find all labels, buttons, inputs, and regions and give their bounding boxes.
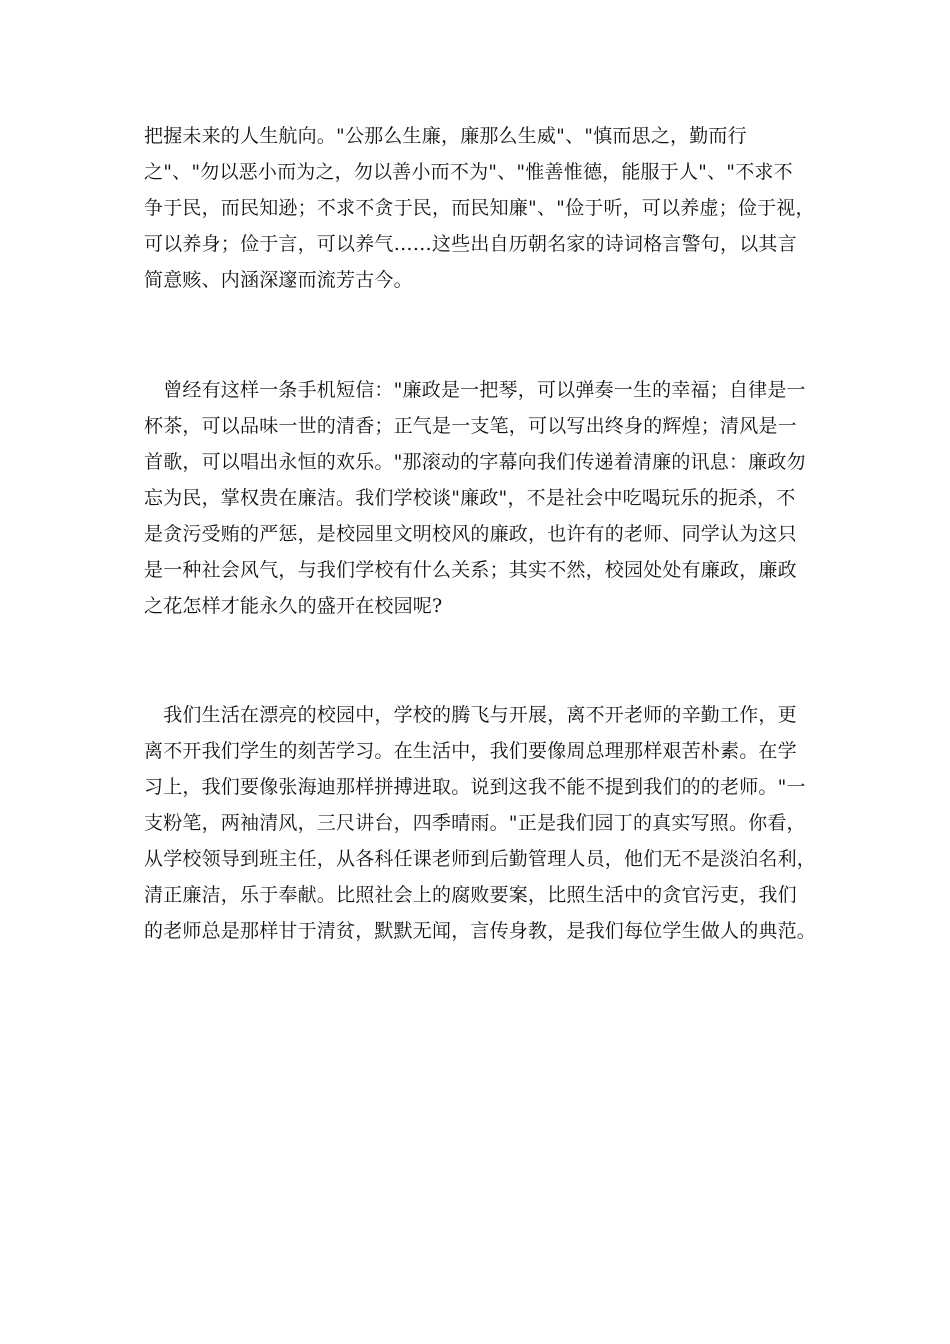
paragraph-maxims xyxy=(144,118,824,298)
text-line: 是一种社会风气，与我们学校有什么关系；其实不然，校园处处有廉政，廉政 xyxy=(144,559,797,581)
paragraph-teachers xyxy=(144,697,824,949)
text-line: 的老师总是那样甘于清贫，默默无闻，言传身教，是我们每位学生做人的典范。 xyxy=(144,920,817,942)
text-line: 离不开我们学生的刻苦学习。在生活中，我们要像周总理那样艰苦朴素。在学 xyxy=(144,740,797,762)
text-line: 是贪污受贿的严惩，是校园里文明校风的廉政，也许有的老师、同学认为这只 xyxy=(144,523,797,545)
text-line: 支粉笔，两袖清风，三尺讲台，四季晴雨。"正是我们园丁的真实写照。你看， xyxy=(144,812,806,834)
paragraph-sms-message xyxy=(144,372,824,624)
text-line: 可以养身；俭于言，可以养气……这些出自历朝名家的诗词格言警句，以其言 xyxy=(144,233,797,255)
text-line: 之花怎样才能永久的盛开在校园呢? xyxy=(144,595,443,617)
text-line: 简意赅、内涵深邃而流芳古今。 xyxy=(144,269,413,291)
text-line: 把握未来的人生航向。"公那么生廉，廉那么生威"、"慎而思之，勤而行 xyxy=(144,125,747,147)
text-line: 首歌，可以唱出永恒的欢乐。"那滚动的字幕向我们传递着清廉的讯息：廉政勿 xyxy=(144,451,806,473)
text-line: 杯茶，可以品味一世的清香；正气是一支笔，可以写出终身的辉煌；清风是一 xyxy=(144,415,797,437)
text-line: 曾经有这样一条手机短信："廉政是一把琴，可以弹奏一生的幸福；自律是一 xyxy=(144,379,806,401)
text-line: 从学校领导到班主任，从各科任课老师到后勤管理人员，他们无不是淡泊名利， xyxy=(144,848,817,870)
text-line: 清正廉洁，乐于奉献。比照社会上的腐败要案，比照生活中的贪官污吏，我们 xyxy=(144,884,797,906)
text-line: 争于民，而民知逊；不求不贪于民，而民知廉"、"俭于听，可以养虚；俭于视， xyxy=(144,197,815,219)
text-line: 之"、"勿以恶小而为之，勿以善小而不为"、"惟善惟德，能服于人"、"不求不 xyxy=(144,161,793,183)
text-line: 习上，我们要像张海迪那样拼搏进取。说到这我不能不提到我们的的老师。"一 xyxy=(144,776,806,798)
text-line: 忘为民，掌权贵在廉洁。我们学校谈"廉政"，不是社会中吃喝玩乐的扼杀，不 xyxy=(144,487,796,509)
text-line: 我们生活在漂亮的校园中，学校的腾飞与开展，离不开老师的辛勤工作，更 xyxy=(144,704,797,726)
